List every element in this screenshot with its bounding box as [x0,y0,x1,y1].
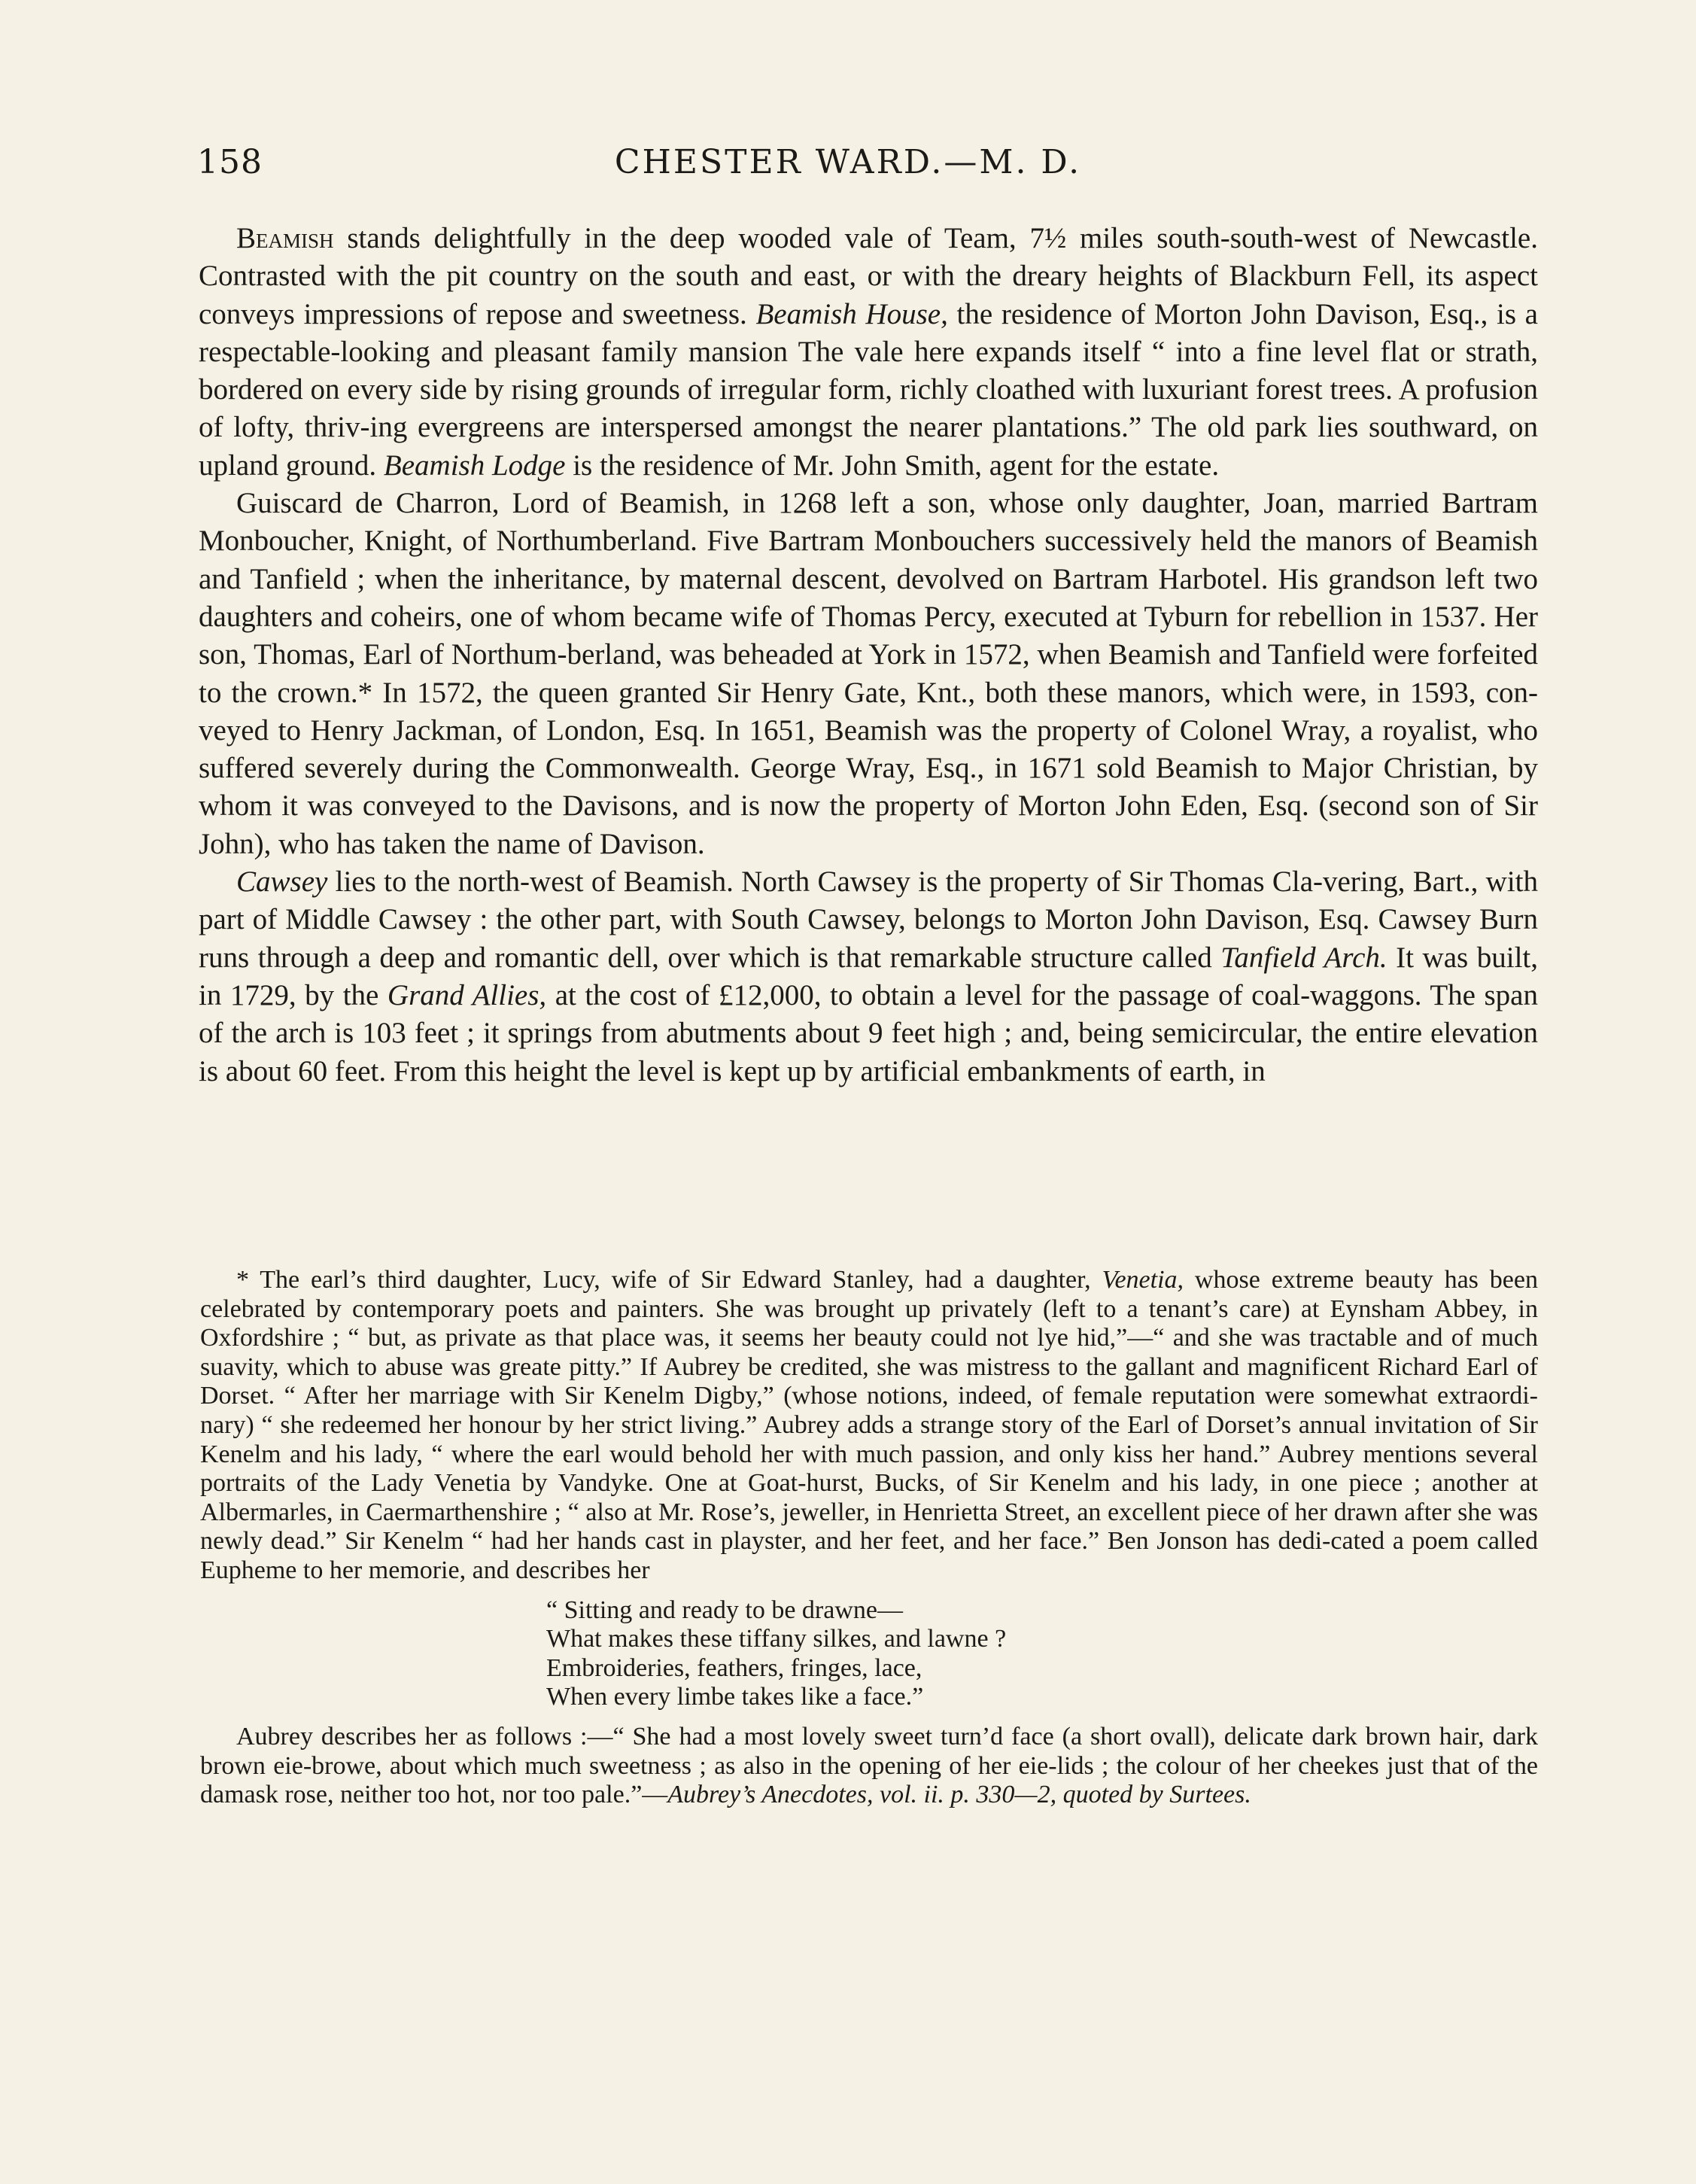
italic-run: Beamish Lodge [383,449,566,482]
text-run: Aubrey describes her as follows :—“ She had a most lovely sweet turn’d face (a short ovall), delicate dark brown hair, dark brown eie-browe, about which much sweetness ; as also in the opening of her eie-lids ; the colour of her cheekes just that of the damask rose, neither too hot, nor too pale.”— [200,1722,1538,1809]
paragraph-beamish [199,220,1538,485]
text-run: It was built, in 1729, by the [199,941,1539,1011]
verse-line: When every limbe takes like a face.” [546,1683,924,1711]
running-header [197,143,1499,188]
paragraph-history: Guiscard de Charron, Lord of Beamish, in 1268 left a son, whose only daughter, Joan, married Bartram Monboucher, Knight, of Northumberland. Five Bartram Monbouchers successively held the manors of Beamish and Tanfield ; when the inheritance, by maternal descent, devolved on Bartram Harbotel. His grandson left two daughters and coheirs, one of whom became wife of Thomas Percy, executed at Tyburn for rebellion in 1537. Her son, Thomas, Earl of Northum-berland, was beheaded at York in 1572, when Beamish and Tanfield were forfeited to the crown.* In 1572, the queen granted Sir Henry Gate, Knt., both these manors, which were, in 1593, con-veyed to Henry Jackman, of London, Esq. In 1651, Beamish was the property of Colonel Wray, a royalist, who suffered severely during the Commonwealth. George Wray, Esq., in 1671 sold Beamish to Major Christian, by whom it was conveyed to the Davisons, and is now the property of Morton John Eden, Esq. (second son of Sir John), who has taken the name of Davison. [199,487,1538,860]
verse-quote [546,1596,1538,1712]
text-run: is the residence of Mr. John Smith, agent for the estate. [565,449,1220,482]
verse-line: “ Sitting and ready to be drawne— [546,1595,903,1624]
italic-run: Grand Allies, [387,978,547,1011]
text-run: the residence of Morton John Davison, Esq., is a respectable-looking and pleasant family mansion The vale here expands itself “ into a fine level flat or strath, bordered on every side by rising grounds of irregular form, richly cloathed with luxuriant forest trees. A profusion of lofty, thriv-ing evergreens are interspersed amongst the nearer plantations.” The old park lies southward, on upland ground. [199,297,1538,482]
text-run: at the cost of £12,000, to obtain a level for the passage of coal-waggons. The span of the arch is 103 feet ; it springs from abutments about 9 feet high ; and, being semicircular, the entire elevation is about 60 feet. From this height the level is kept up by artificial embankments of earth, in [199,978,1538,1087]
italic-run: Cawsey [236,865,328,899]
verse-line: What makes these tiffany silkes, and lawne ? [546,1625,1007,1653]
page-number: 158 [197,143,263,181]
footnote-paragraph [200,1266,1538,1586]
footnote [200,1266,1538,1810]
text-run: whose extreme beauty has been celebrated by contemporary poets and painters. She was brought up privately (left to a tenant’s care) at Eynsham Abbey, in Oxfordshire ; “ but, as private as that place was, it seems her beauty could not lye hid,”—“ and she was tractable and of much suavity, which to abuse was greate pitty.” If Aubrey be credited, she was mistress to the gallant and magnificent Richard Earl of Dorset. “ After her marriage with Sir Kenelm Digby,” (whose notions, indeed, of female reputation were somewhat extraordi-nary) “ she redeemed her honour by her strict living.” Aubrey adds a strange story of the Earl of Dorset’s annual invitation of Sir Kenelm and his lady, “ where the earl would behold her with much passion, and only kiss her hand.” Aubrey mentions several portraits of the Lady Venetia by Vandyke. One at Goat-hurst, Bucks, of Sir Kenelm and his lady, in one piece ; another at Albermarles, in Caermarthenshire ; “ also at Mr. Rose’s, jeweller, in Henrietta Street, an excellent piece of her drawn after she was newly dead.” Sir Kenelm “ had her hands cast in playster, and her feet, and her face.” Ben Jonson has dedi-cated a poem called Eupheme to her memorie, and describes her [200,1266,1538,1584]
footnote-continuation [200,1723,1538,1810]
text-run: lies to the north-west of Beamish. North Cawsey is the property of Sir Thomas Cla-vering, Bart., with part of Middle Cawsey : the other part, with South Cawsey, belongs to Morton John Davison, Esq. Cawsey Burn runs through a deep and romantic dell, over which is that remarkable structure called [199,865,1538,974]
italic-run: Aubrey’s Anecdotes, vol. ii. p. 330—2, quoted by Surtees. [667,1781,1251,1809]
paragraph-cawsey [199,863,1538,1090]
lead-word: Beamish [236,222,334,254]
italic-run: Venetia, [1102,1266,1184,1294]
verse-line: Embroideries, feathers, fringes, lace, [546,1653,922,1682]
main-text [199,220,1538,1090]
text-run: stands delightfully in the deep wooded vale of Team, 7½ miles south-south-west of Newcastle. Contrasted with the pit country on the south and east, or with the dreary heights of Blackburn Fell, its aspect conveys impressions of repose and sweetness. [199,222,1538,330]
italic-run: Tanfield Arch. [1220,941,1387,974]
text-run: * The earl’s third daughter, Lucy, wife of Sir Edward Stanley, had a daughter, [236,1266,1102,1294]
italic-run: Beamish House, [755,297,948,330]
running-title: CHESTER WARD.—M. D. [614,143,1082,181]
